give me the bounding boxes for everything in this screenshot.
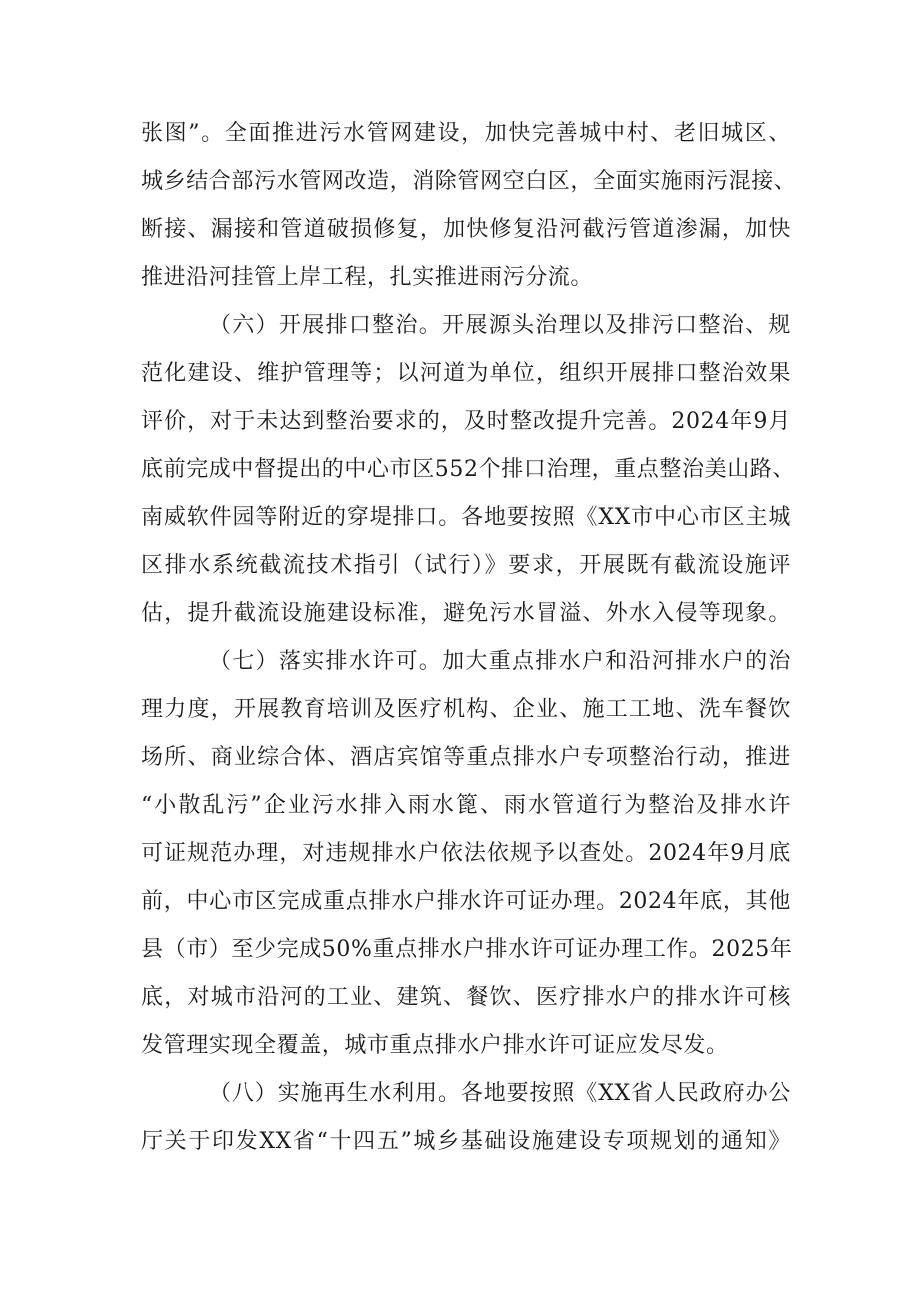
text-line: 理力度，开展教育培训及医疗机构、企业、施工工地、洗车餐饮: [141, 697, 791, 722]
text-line: 发管理实现全覆盖，城市重点排水户排水许可证应发尽发。: [141, 1033, 729, 1058]
paragraph-heading-line: （六）开展排口整治。开展源头治理以及排污口整治、规: [209, 313, 791, 338]
paragraph-heading-line: （八）实施再生水利用。各地要按照《XX省人民政府办公: [209, 1081, 791, 1106]
text-line: 可证规范办理，对违规排水户依法依规予以查处。2024年9月底: [141, 841, 791, 866]
text-line: 评价，对于未达到整治要求的，及时整改提升完善。2024年9月: [141, 409, 791, 434]
document-body: [141, 110, 797, 1166]
text-line: 前，中心市区完成重点排水户排水许可证办理。2024年底，其他: [141, 889, 791, 914]
text-line: 张图”。全面推进污水管网建设，加快完善城中村、老旧城区、: [141, 121, 791, 146]
text-line: 推进沿河挂管上岸工程，扎实推进雨污分流。: [141, 265, 594, 290]
paragraph-heading-line: （七）落实排水许可。加大重点排水户和沿河排水户的治: [209, 649, 791, 674]
text-line: 场所、商业综合体、酒店宾馆等重点排水户专项整治行动，推进: [141, 745, 791, 770]
text-line: 厅关于印发XX省“十四五”城乡基础设施建设专项规划的通知》: [141, 1129, 791, 1154]
text-line: 断接、漏接和管道破损修复，加快修复沿河截污管道渗漏，加快: [141, 217, 791, 242]
text-line: 底，对城市沿河的工业、建筑、餐饮、医疗排水户的排水许可核: [141, 985, 791, 1010]
text-line: “小散乱污”企业污水排入雨水篦、雨水管道行为整治及排水许: [141, 793, 791, 818]
text-line: 县（市）至少完成50%重点排水户排水许可证办理工作。2025年: [141, 937, 793, 962]
text-line: 估，提升截流设施建设标准，避免污水冒溢、外水入侵等现象。: [141, 601, 791, 626]
text-line: 城乡结合部污水管网改造，消除管网空白区，全面实施雨污混接、: [141, 169, 797, 194]
text-line: 南威软件园等附近的穿堤排口。各地要按照《XX市中心市区主城: [141, 505, 791, 530]
text-line: 底前完成中督提出的中心市区552个排口治理，重点整治美山路、: [141, 457, 795, 482]
text-line: 范化建设、维护管理等；以河道为单位，组织开展排口整治效果: [141, 361, 791, 386]
text-line: 区排水系统截流技术指引（试行）》要求，开展既有截流设施评: [141, 553, 791, 578]
